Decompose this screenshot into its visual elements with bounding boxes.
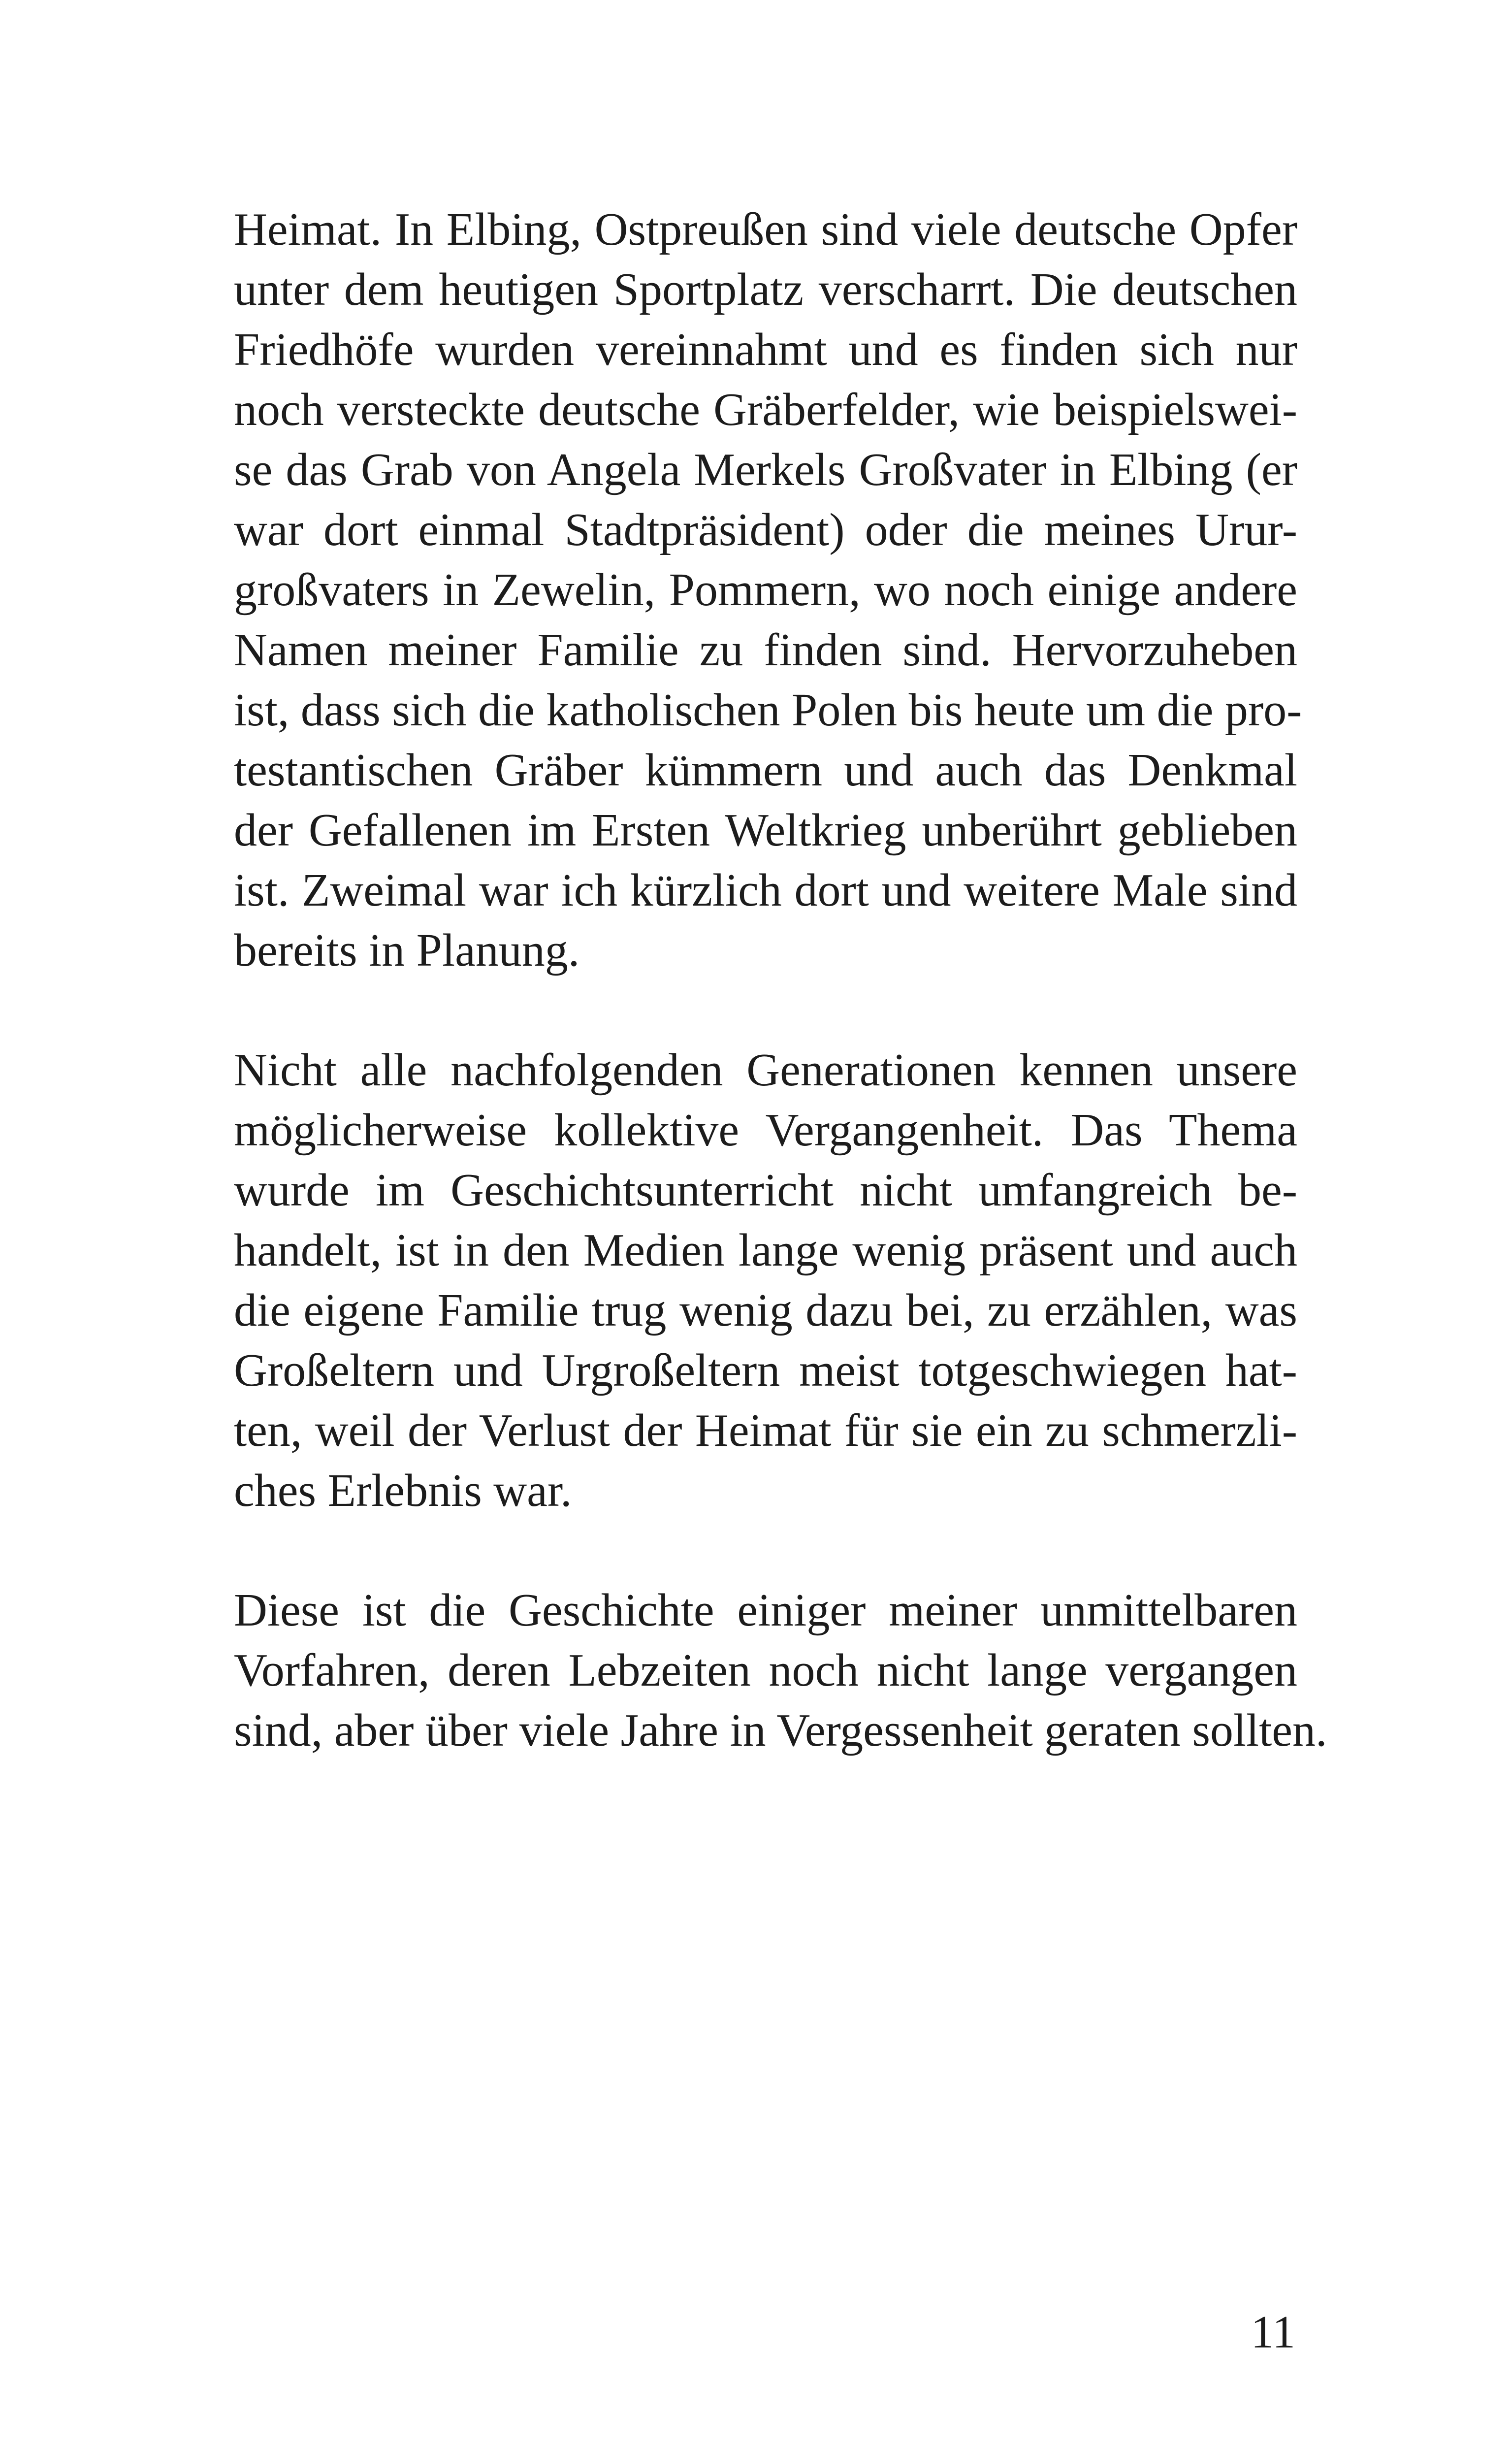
text-line: Friedhöfe wurden vereinnahmt und es finden sich nur bbox=[234, 324, 1297, 375]
text-line: großvaters in Zewelin, Pommern, wo noch einige andere bbox=[234, 564, 1297, 616]
body-text bbox=[234, 199, 1327, 1760]
text-line: sind, aber über viele Jahre in Vergessenheit geraten sollten. bbox=[234, 1705, 1327, 1756]
text-line: ist, dass sich die katholischen Polen bis heute um die pro- bbox=[234, 684, 1302, 736]
text-line: handelt, ist in den Medien lange wenig präsent und auch bbox=[234, 1225, 1297, 1276]
text-line: ist. Zweimal war ich kürzlich dort und weitere Male sind bbox=[234, 865, 1297, 916]
text-line: testantischen Gräber kümmern und auch das Denkmal bbox=[234, 745, 1297, 796]
text-line: Vorfahren, deren Lebzeiten noch nicht lange vergangen bbox=[234, 1645, 1297, 1696]
text-line: der Gefallenen im Ersten Weltkrieg unberührt geblieben bbox=[234, 805, 1297, 856]
paragraph-1 bbox=[234, 199, 1302, 980]
text-line: ches Erlebnis war. bbox=[234, 1465, 572, 1516]
text-line: bereits in Planung. bbox=[234, 925, 580, 976]
text-line: Großeltern und Urgroßeltern meist totgeschwiegen hat- bbox=[234, 1345, 1297, 1396]
text-line: war dort einmal Stadtpräsident) oder die meines Urur- bbox=[234, 504, 1297, 555]
text-line: Nicht alle nachfolgenden Generationen kennen unsere bbox=[234, 1044, 1297, 1096]
text-line: die eigene Familie trug wenig dazu bei, zu erzählen, was bbox=[234, 1285, 1297, 1336]
text-line: noch versteckte deutsche Gräberfelder, wie beispielswei- bbox=[234, 384, 1297, 435]
text-line: Diese ist die Geschichte einiger meiner unmittelbaren bbox=[234, 1585, 1297, 1636]
paragraph-2 bbox=[234, 1040, 1297, 1521]
text-line: ten, weil der Verlust der Heimat für sie ein zu schmerzli- bbox=[234, 1405, 1297, 1456]
paragraph-spacer bbox=[234, 1521, 1297, 1580]
text-line: wurde im Geschichtsunterricht nicht umfangreich be- bbox=[234, 1165, 1297, 1216]
paragraph-spacer bbox=[234, 980, 1297, 1040]
text-line: unter dem heutigen Sportplatz verscharrt. Die deutschen bbox=[234, 264, 1297, 315]
page-number: 11 bbox=[1251, 2307, 1295, 2358]
text-line: Heimat. In Elbing, Ostpreußen sind viele deutsche Opfer bbox=[234, 204, 1297, 255]
text-line: möglicherweise kollektive Vergangenheit. Das Thema bbox=[234, 1105, 1297, 1156]
text-line: se das Grab von Angela Merkels Großvater in Elbing (er bbox=[234, 444, 1297, 495]
paragraph-3 bbox=[234, 1580, 1327, 1760]
text-line: Namen meiner Familie zu finden sind. Hervorzuheben bbox=[234, 624, 1297, 676]
